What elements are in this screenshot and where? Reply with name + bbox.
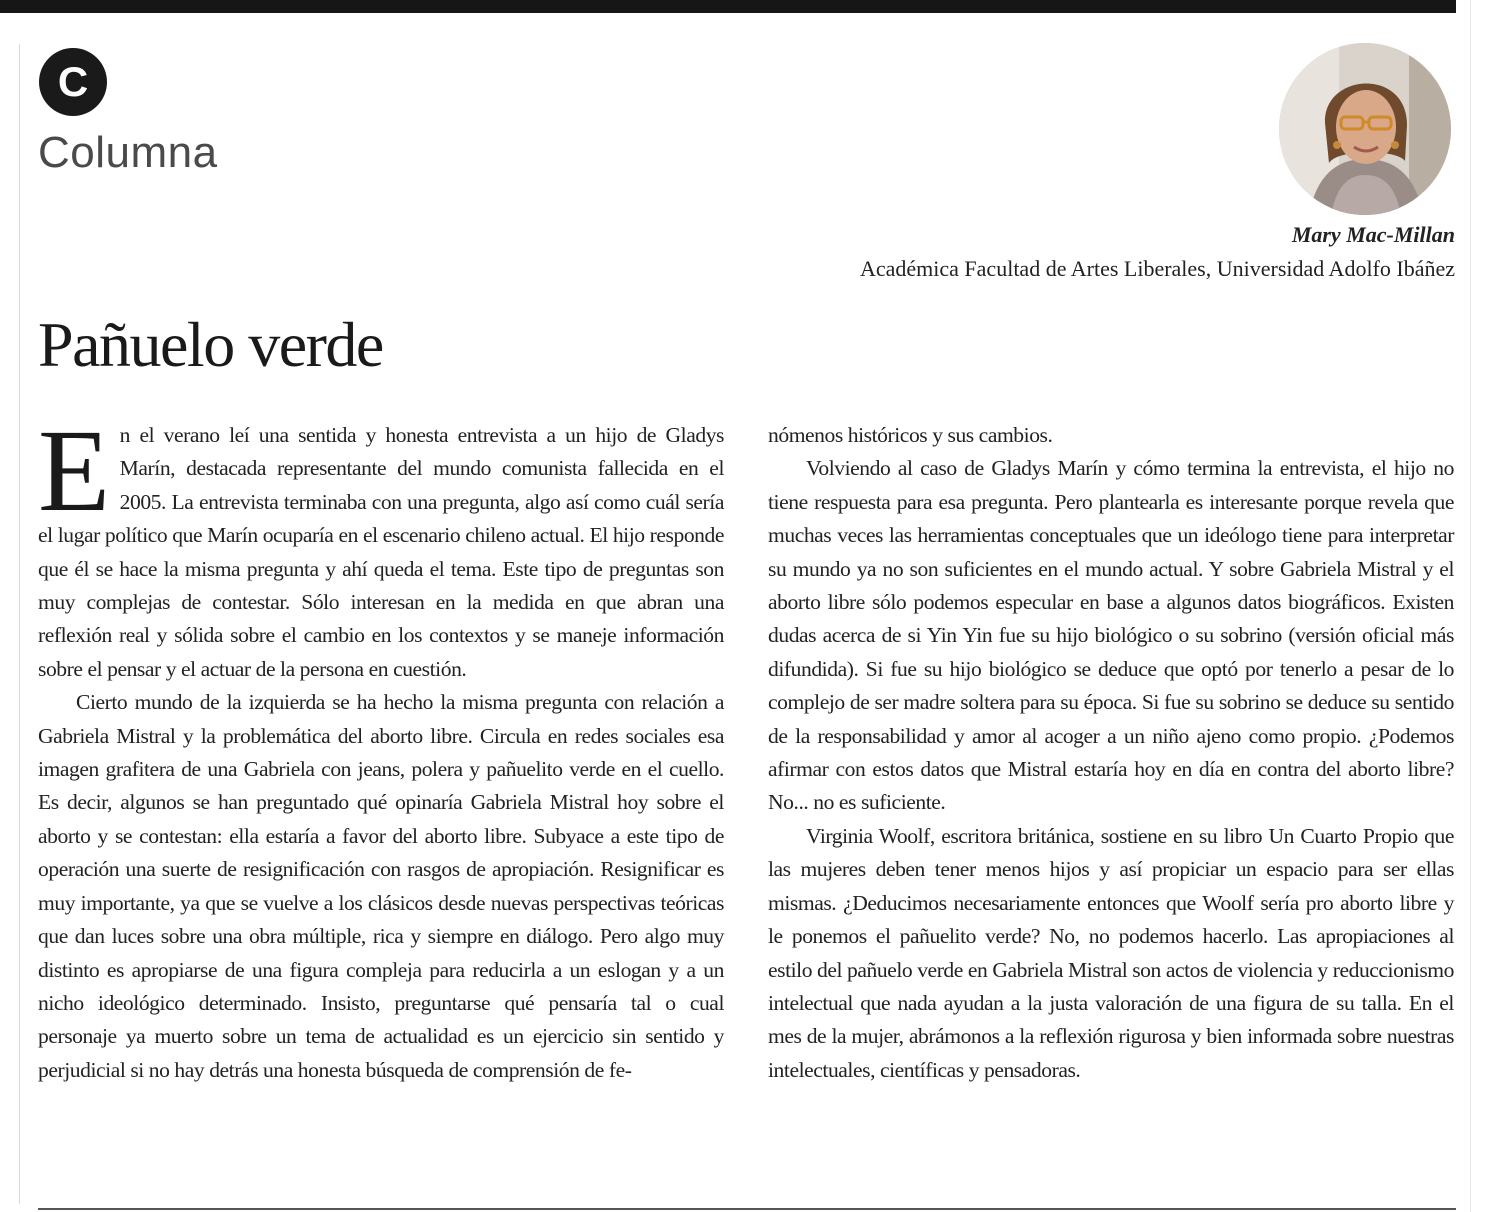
left-margin-rule xyxy=(19,44,20,1204)
article-headline: Pañuelo verde xyxy=(38,309,383,380)
right-margin-rule xyxy=(1470,0,1471,1212)
author-portrait xyxy=(1279,43,1451,215)
top-rule xyxy=(0,0,1456,13)
author-role: Académica Facultad de Artes Liberales, Universidad Adolfo Ibáñez xyxy=(860,256,1455,281)
drop-cap: E xyxy=(38,405,110,536)
author-name: Mary Mac-Millan xyxy=(1291,222,1455,247)
article-column-right xyxy=(768,419,1454,1087)
article-paragraph xyxy=(38,405,724,686)
bottom-rule xyxy=(38,1208,1456,1210)
author-portrait-image xyxy=(1279,43,1451,215)
article-paragraph: Volviendo al caso de Gladys Marín y cómo termina la entrevista, el hijo no tiene respuesta para esa pregunta. Pero plantearla es interesante porque revela que muchas veces las herramientas conceptuales que un ideólogo tiene para interpretar su mundo ya no son suficientes en el mundo actual. Y sobre Gabriela Mistral y el aborto libre sólo podemos especular en base a algunos datos biográficos. Existen dudas acerca de si Yin Yin fue su hijo biológico o su sobrino (versión oficial más difundida). Si fue su hijo biológico se deduce que optó por tenerlo a pesar de lo complejo de ser madre soltera para su época. Si fue su sobrino se deduce su sentido de la responsabilidad y amor al acoger a un niño ajeno como propio. ¿Podemos afirmar con estos datos que Mistral estaría hoy en día en contra del aborto libre? No... no es suficiente. xyxy=(768,456,1454,815)
article-paragraph: Virginia Woolf, escritora británica, sostiene en su libro Un Cuarto Propio que las mujeres deben tener menos hijos y así propiciar un espacio para ser ellas mismas. ¿Deducimos necesariamente entonces que Woolf sería pro aborto libre y le ponemos el pañuelito verde? No, no podemos hacerlo. Las apropiaciones al estilo del pañuelo verde en Gabriela Mistral son actos de violencia y reduccionismo intelectual que nada ayudan a la justa valoración de una figura de su talla. En el mes de la mujer, abrámonos a la reflexión rigurosa y bien informada sobre nuestras intelectuales, científicas y pensadoras. xyxy=(768,823,1454,1082)
article-column-left xyxy=(38,405,724,1087)
section-label: Columna xyxy=(38,128,218,177)
section-badge: C xyxy=(39,48,107,116)
article-paragraph: nómenos históricos y sus cambios. xyxy=(768,423,1053,447)
article-paragraph-text: n el verano leí una sentida y honesta entrevista a un hijo de Gladys Marín, destacada representante del mundo comunista fallecida en el 2005. La entrevista terminaba con una pregunta, algo así como cuál sería el lugar político que Marín ocuparía en el escenario chileno actual. El hijo responde que él se hace la misma pregunta y ahí queda el tema. Este tipo de preguntas son muy complejas de contestar. Sólo interesan en la medida en que abran una reflexión real y sólida sobre el cambio en los contextos y se maneje información sobre el pensar y el actuar de la persona en cuestión. xyxy=(38,423,724,681)
article-paragraph: Cierto mundo de la izquierda se ha hecho la misma pregunta con relación a Gabriela Mistral y la problemática del aborto libre. Circula en redes sociales esa imagen grafitera de una Gabriela con jeans, polera y pañuelito verde en el cuello. Es decir, algunos se han preguntado qué opinaría Gabriela Mistral hoy sobre el aborto y se contestan: ella estaría a favor del aborto libre. Subyace a este tipo de operación una suerte de resignificación con rasgos de apropiación. Resignificar es muy importante, ya que se vuelve a los clásicos desde nuevas perspectivas teóricas que dan luces sobre una obra múltiple, rica y siempre en diálogo. Pero algo muy distinto es apropiarse de una figura compleja para reducirla a un eslogan y a un nicho ideológico determinado. Insisto, preguntarse qué pensaría tal o cual personaje ya muerto sobre un tema de actualidad es un ejercicio sin sentido y perjudicial si no hay detrás una honesta búsqueda de comprensión de fe- xyxy=(38,690,724,1082)
